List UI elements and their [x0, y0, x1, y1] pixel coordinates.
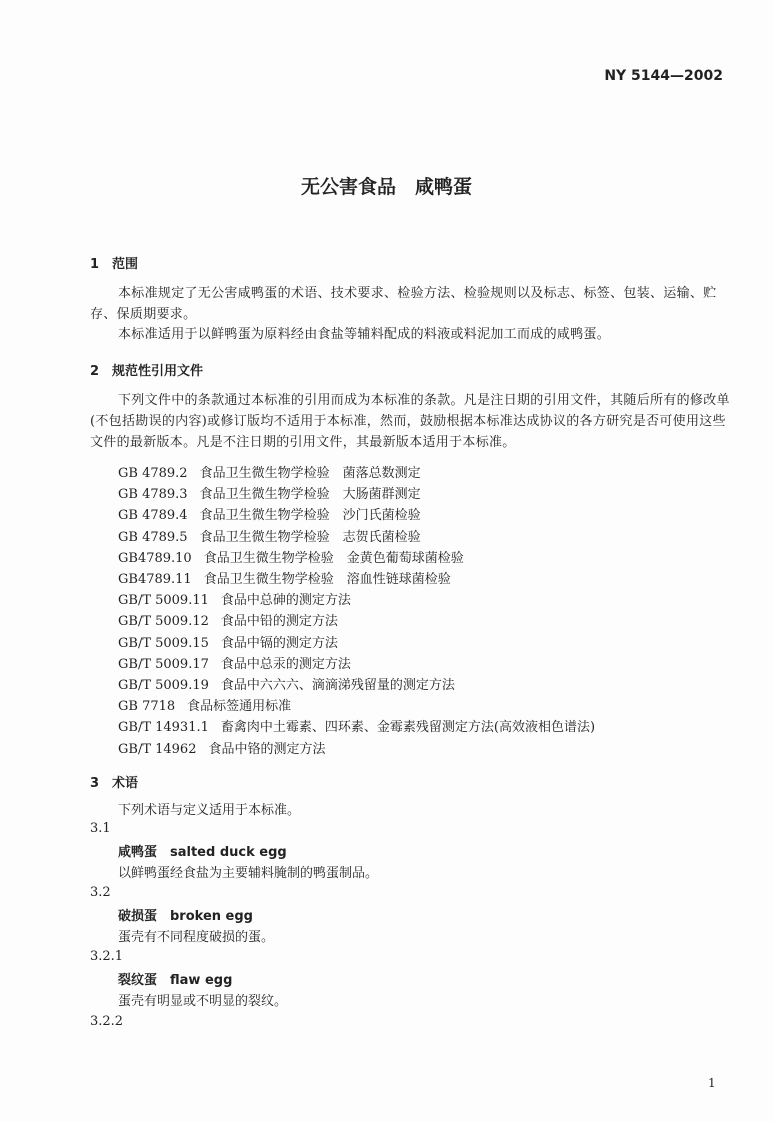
section-3-heading: 3 术语: [90, 776, 139, 791]
reference-title: 食品卫生微生物学检验 溶血性链球菌检验: [203, 572, 451, 587]
reference-item: [118, 462, 433, 481]
reference-item: [118, 738, 338, 757]
reference-code: GB 4789.3: [118, 487, 188, 503]
document-title: 无公害食品 咸鸭蛋: [300, 176, 472, 198]
reference-title: 食品中总砷的测定方法: [220, 593, 351, 609]
reference-code: GB/T 5009.11: [118, 593, 209, 609]
section-3-intro: 下列术语与定义适用于本标准。: [118, 803, 301, 818]
clause-number: 3.2: [90, 885, 111, 900]
reference-item: [118, 526, 433, 545]
reference-code: GB/T 5009.12: [118, 614, 209, 630]
reference-code: GB 4789.2: [118, 466, 188, 481]
reference-title: 食品中铬的测定方法: [208, 741, 326, 757]
reference-item: [118, 504, 433, 523]
reference-title: 食品中六六六、滴滴涕残留量的测定方法: [220, 678, 455, 693]
reference-item: [118, 547, 476, 566]
term-name: 咸鸭蛋 salted duck egg: [118, 845, 287, 860]
reference-title: 食品卫生微生物学检验 金黄色葡萄球菌检验: [203, 550, 464, 566]
reference-code: GB/T 5009.19: [118, 678, 209, 693]
section-1-para-2: 本标准适用于以鲜鸭蛋为原料经由食盐等辅料配成的料液或料泥加工而成的咸鸭蛋。: [118, 327, 611, 342]
reference-item: [118, 610, 350, 629]
reference-code: GB/T 14962: [118, 741, 197, 757]
reference-title: 食品卫生微生物学检验 大肠菌群测定: [199, 487, 421, 503]
term-definition: 蛋壳有不同程度破损的蛋。: [118, 930, 275, 945]
reference-code: GB/T 14931.1: [118, 720, 209, 736]
reference-item: [118, 632, 350, 651]
reference-code: GB/T 5009.17: [118, 656, 209, 672]
reference-item: [118, 716, 607, 735]
page-number: 1: [708, 1076, 716, 1090]
reference-title: 食品卫生微生物学检验 菌落总数测定: [199, 466, 421, 481]
reference-title: 畜禽肉中土霉素、四环素、金霉素残留测定方法(高效液相色谱法): [220, 720, 596, 736]
section-1-para-1: 本标准规定了无公害咸鸭蛋的术语、技术要求、检验方法、检验规则以及标志、标签、包装、运输、贮存、保质期要求。: [90, 286, 717, 322]
reference-code: GB/T 5009.15: [118, 635, 209, 651]
reference-title: 食品中总汞的测定方法: [220, 656, 351, 672]
standard-code: NY 5144—2002: [604, 68, 723, 84]
reference-code: GB 7718: [118, 699, 176, 715]
term-name: 破损蛋 broken egg: [118, 909, 253, 924]
reference-code: GB4789.11: [118, 572, 192, 587]
section-1-heading: 1 范围: [90, 257, 139, 272]
reference-code: GB 4789.4: [118, 508, 188, 524]
reference-title: 食品卫生微生物学检验 沙门氏菌检验: [199, 508, 421, 524]
term-name: 裂纹蛋 flaw egg: [118, 973, 233, 988]
section-2-para: 下列文件中的条款通过本标准的引用而成为本标准的条款。凡是注日期的引用文件，其随后所有的修改单(不包括勘误的内容)或修订版均不适用于本标准，然而，鼓励根据本标准达成协议的各方研究是否可使用这些文件的最新版本。凡是不注日期的引用文件，其最新版本适用于本标准。: [90, 393, 730, 450]
term-definition: 以鲜鸭蛋经食盐为主要辅料腌制的鸭蛋制品。: [118, 866, 379, 881]
clause-number: 3.2.1: [90, 949, 124, 964]
reference-code: GB 4789.5: [118, 529, 188, 545]
reference-item: [118, 568, 463, 587]
reference-code: GB4789.10: [118, 550, 192, 566]
reference-title: 食品中镉的测定方法: [220, 635, 338, 651]
reference-item: [118, 483, 433, 502]
reference-item: [118, 695, 303, 714]
section-2-heading: 2 规范性引用文件: [90, 364, 204, 379]
reference-item: [118, 589, 363, 608]
reference-item: [118, 674, 467, 693]
next-clause-number: 3.2.2: [90, 1014, 124, 1029]
reference-title: 食品中铅的测定方法: [220, 614, 338, 630]
term-definition: 蛋壳有明显或不明显的裂纹。: [118, 994, 288, 1009]
reference-title: 食品标签通用标准: [187, 699, 292, 715]
reference-title: 食品卫生微生物学检验 志贺氏菌检验: [199, 529, 421, 545]
clause-number: 3.1: [90, 821, 111, 836]
reference-item: [118, 653, 363, 672]
